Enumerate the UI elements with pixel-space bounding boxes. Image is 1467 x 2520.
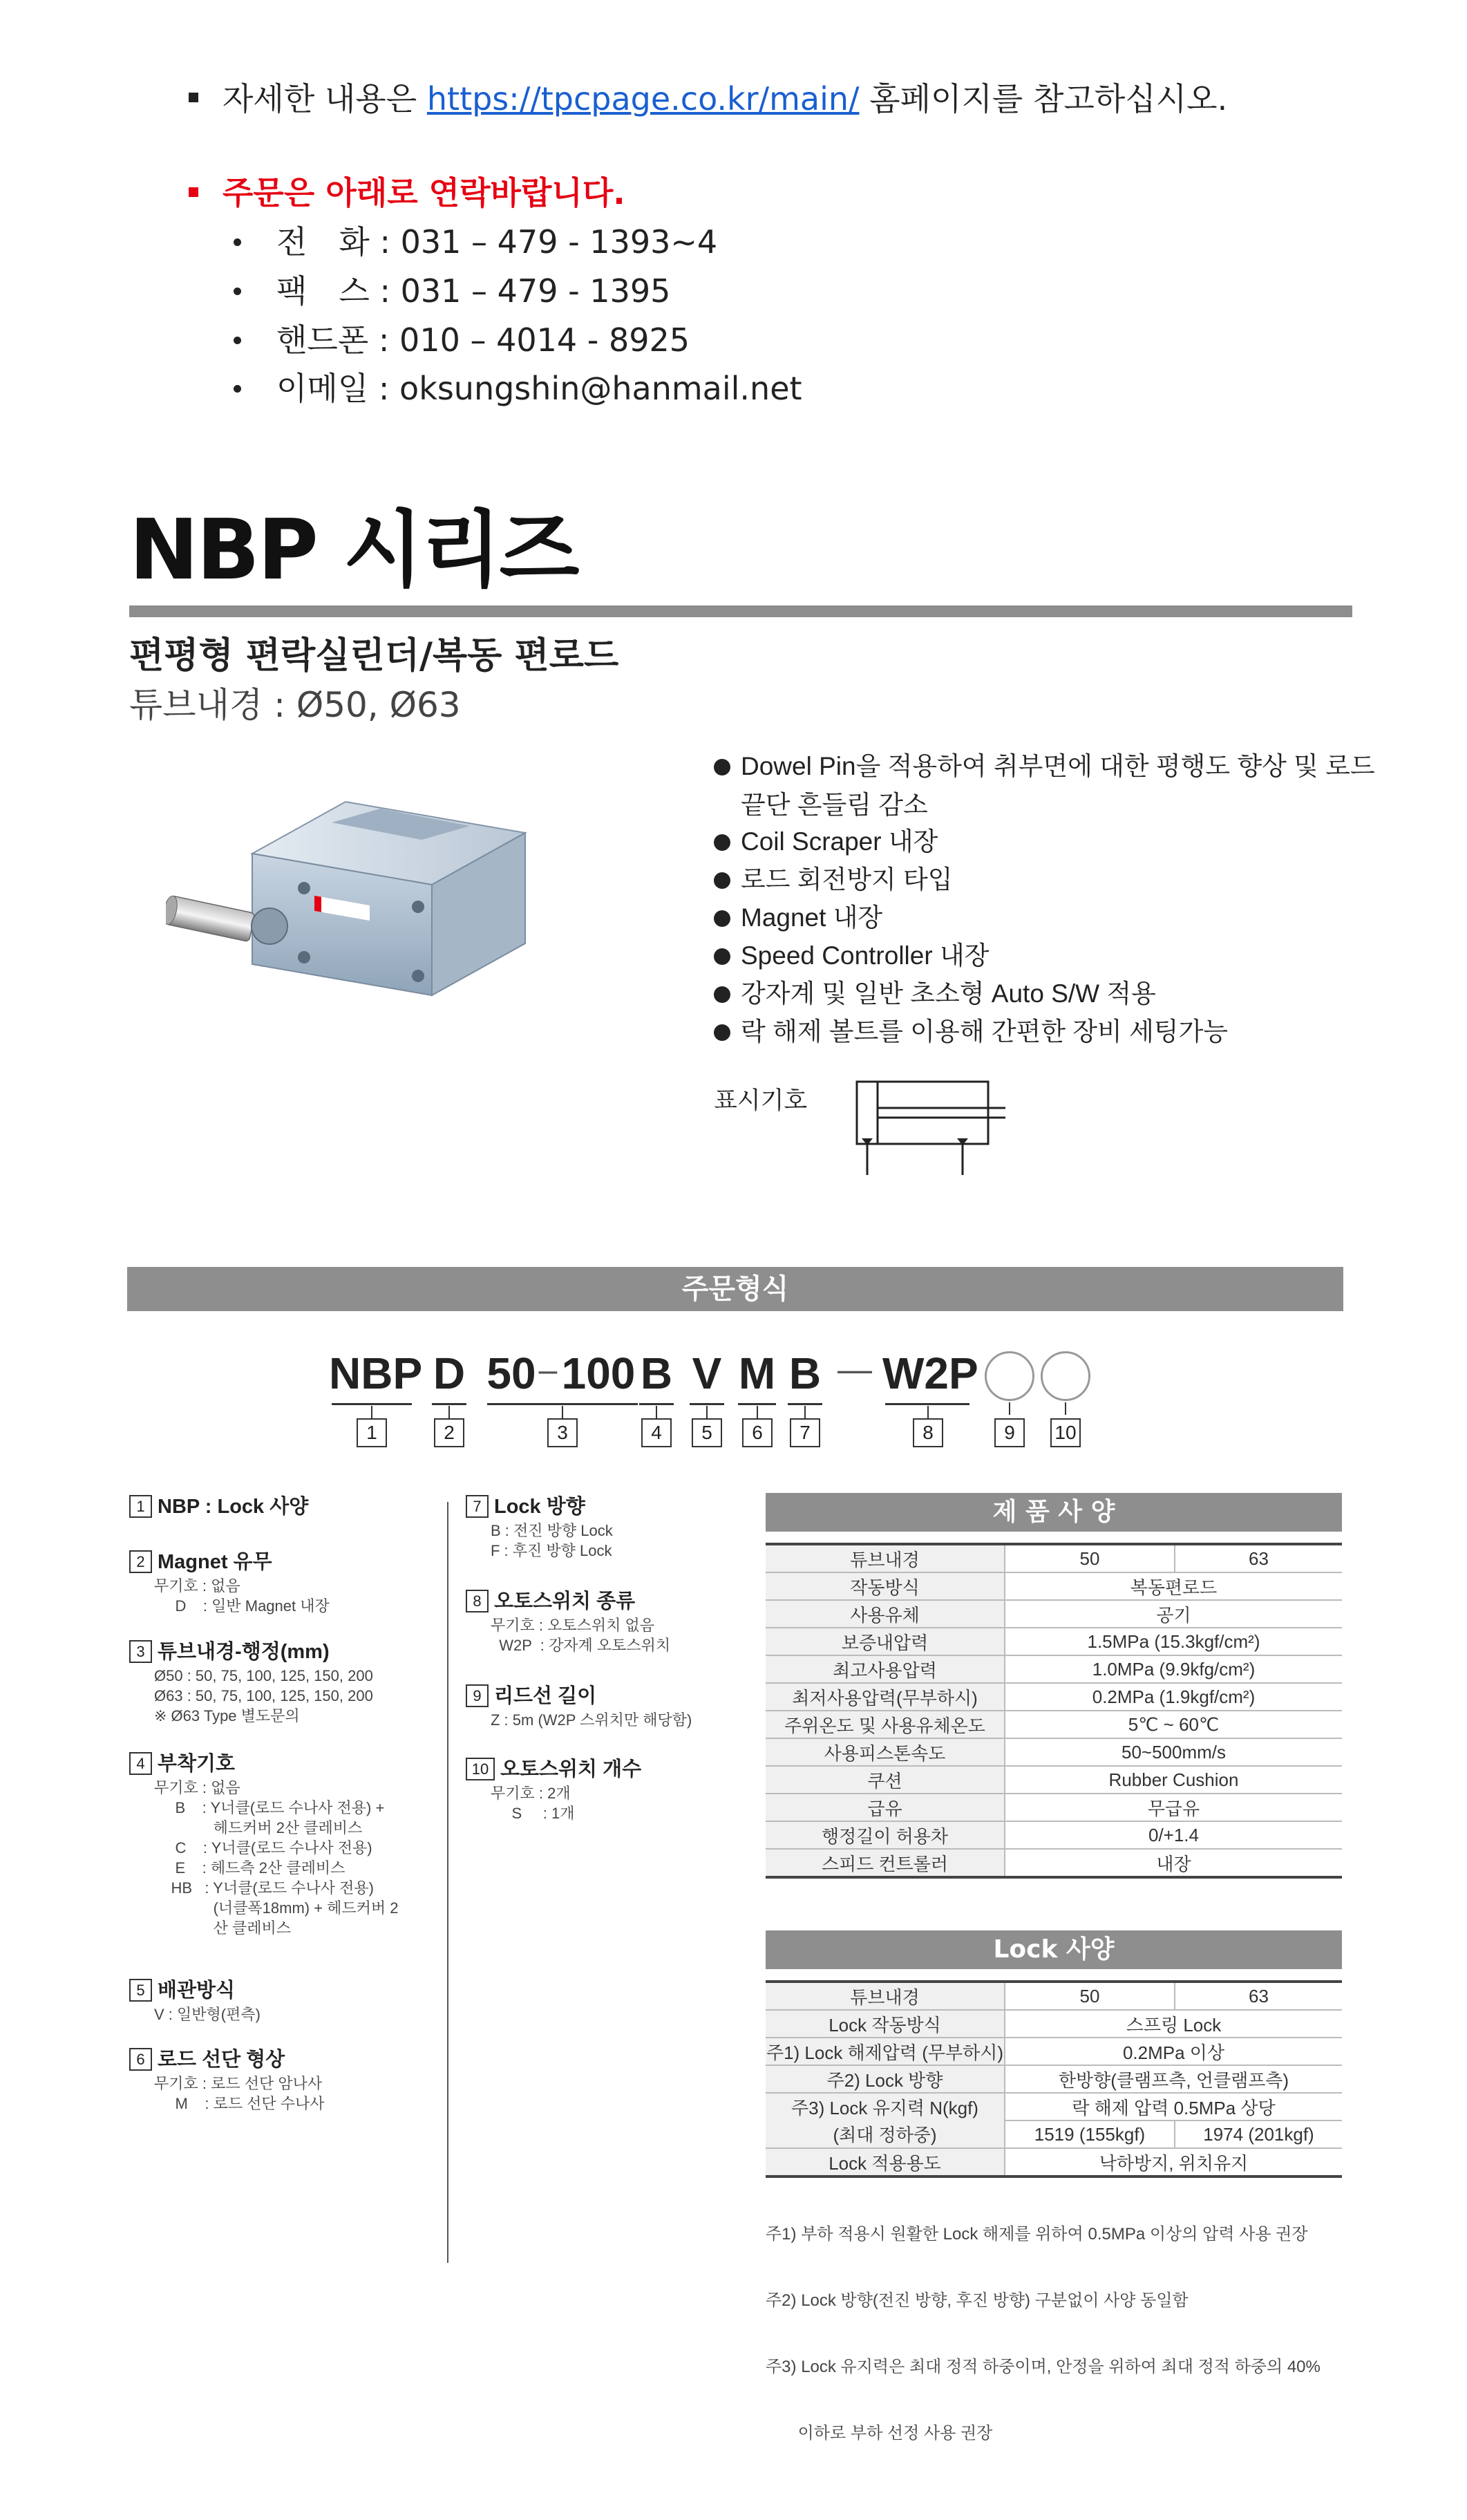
product-bore: 튜브내경 : Ø50, Ø63 xyxy=(129,685,461,725)
table-cell: 주위온도 및 사용유체온도 xyxy=(766,1711,1005,1738)
option-line: D : 일반 Magnet 내장 xyxy=(154,1597,330,1615)
table-cell: 낙하방지, 위치유지 xyxy=(1005,2148,1342,2176)
table-cell: Rubber Cushion xyxy=(1005,1766,1342,1794)
option-title: 오토스위치 종류 xyxy=(494,1590,636,1612)
code-underline xyxy=(690,1403,724,1405)
option-line: B : Y너클(로드 수나사 전용) + xyxy=(154,1799,385,1816)
code-underline xyxy=(885,1403,969,1405)
table-row xyxy=(766,1572,1342,1600)
table-cell: 주1) Lock 해제압력 (무부하시) xyxy=(766,2038,1005,2065)
table-cell: 행정길이 허용차 xyxy=(766,1821,1005,1849)
code-segment-magnet: D xyxy=(433,1348,466,1398)
table-cell: 한방향(클램프측, 언클램프측) xyxy=(1005,2065,1342,2093)
code-dash: – xyxy=(538,1352,558,1389)
table-row xyxy=(766,2038,1342,2065)
bullet-dot xyxy=(714,1024,730,1041)
contact-email: 이메일 : oksungshin@hanmail.net xyxy=(276,370,802,407)
option-number-box: 9 xyxy=(466,1684,489,1707)
table-cell: 50 xyxy=(1005,1982,1175,2010)
table-row xyxy=(766,1821,1342,1849)
code-number-box: 2 xyxy=(434,1418,464,1447)
homepage-link[interactable]: https://tpcpage.co.kr/main/ xyxy=(426,80,860,117)
table-cell: 급유 xyxy=(766,1794,1005,1821)
lock-notes xyxy=(766,2179,1321,2467)
option-line: W2P : 강자계 오토스위치 xyxy=(491,1637,671,1654)
spec-table-header: 제 품 사 양 xyxy=(766,1493,1342,1532)
table-row xyxy=(766,1711,1342,1738)
table-cell: 튜브내경 xyxy=(766,1544,1005,1572)
code-tick xyxy=(656,1406,657,1418)
code-blank-lead-wire xyxy=(985,1351,1034,1401)
table-cell: 사용피스톤속도 xyxy=(766,1738,1005,1766)
option-group-switch-count xyxy=(466,1756,641,1823)
bullet-dot xyxy=(234,238,241,246)
table-cell: 1974 (201kgf) xyxy=(1175,2121,1342,2148)
option-number-box: 3 xyxy=(129,1640,152,1663)
option-number-box: 10 xyxy=(466,1758,495,1780)
option-group-magnet xyxy=(129,1548,330,1616)
feature-text: Speed Controller 내장 xyxy=(741,941,990,970)
table-row xyxy=(766,1766,1342,1794)
code-underline xyxy=(738,1403,776,1405)
table-cell: 5℃ ~ 60℃ xyxy=(1005,1711,1342,1738)
feature-text: 강자계 및 일반 초소형 Auto S/W 적용 xyxy=(741,979,1156,1008)
code-tick xyxy=(562,1406,563,1418)
option-line: S : 1개 xyxy=(491,1805,575,1822)
table-cell: 복동편로드 xyxy=(1005,1572,1342,1600)
code-tick xyxy=(371,1406,372,1418)
table-cell: 작동방식 xyxy=(766,1572,1005,1600)
feature-text: 락 해제 볼트를 이용해 간편한 장비 세팅가능 xyxy=(741,1017,1229,1046)
option-title: Magnet 유무 xyxy=(158,1551,272,1573)
option-number-box: 1 xyxy=(129,1495,152,1518)
code-segment-lock-direction: B xyxy=(788,1348,822,1398)
table-row xyxy=(766,2065,1342,2093)
table-row xyxy=(766,1544,1342,1572)
contact-mobile: 핸드폰 : 010 – 4014 - 8925 xyxy=(276,321,690,359)
option-group-mount xyxy=(129,1750,399,1938)
table-row xyxy=(766,1655,1342,1683)
option-number-box: 8 xyxy=(466,1590,489,1612)
code-tick xyxy=(804,1406,806,1418)
table-cell: 50 xyxy=(1005,1544,1175,1572)
lock-table xyxy=(766,1980,1342,2178)
option-line: 무기호 : 오토스위치 없음 xyxy=(491,1617,654,1634)
code-segment-bore: 50 xyxy=(486,1348,536,1398)
option-line: HB : Y너클(로드 수나사 전용) xyxy=(154,1879,374,1897)
table-cell: 1519 (155kgf) xyxy=(1005,2121,1175,2148)
bullet-dot xyxy=(714,910,730,927)
option-line: Ø50 : 50, 75, 100, 125, 150, 200 xyxy=(154,1667,373,1684)
table-row xyxy=(766,2148,1342,2176)
table-cell: Lock 작동방식 xyxy=(766,2010,1005,2038)
table-cell: 공기 xyxy=(1005,1600,1342,1628)
contact-phone: 전 화 : 031 – 479 - 1393~4 xyxy=(276,223,718,261)
table-cell: 1.0MPa (9.9kfg/cm²) xyxy=(1005,1655,1342,1683)
option-group-switch-type xyxy=(466,1588,670,1655)
option-line: C : Y너클(로드 수나사 전용) xyxy=(154,1839,372,1856)
code-segment-rod-end: M xyxy=(738,1348,776,1398)
option-line: M : 로드 선단 수나사 xyxy=(154,2095,325,2112)
code-dash: — xyxy=(837,1350,872,1389)
table-cell: 스피드 컨트롤러 xyxy=(766,1849,1005,1877)
option-line: 헤드커버 2산 클레비스 xyxy=(154,1819,363,1836)
option-group-lock xyxy=(129,1493,308,1521)
table-cell: 내장 xyxy=(1005,1849,1342,1877)
option-group-bore-stroke xyxy=(129,1638,373,1726)
table-cell: 50~500mm/s xyxy=(1005,1738,1342,1766)
option-line: F : 후진 방향 Lock xyxy=(491,1542,612,1559)
option-number-box: 2 xyxy=(129,1550,152,1573)
code-number-box: 9 xyxy=(994,1418,1025,1447)
symbol-label: 표시기호 xyxy=(714,1087,808,1115)
table-row xyxy=(766,1683,1342,1711)
table-cell: 스프링 Lock xyxy=(1005,2010,1342,2038)
code-tick xyxy=(448,1406,450,1418)
order-note: 주문은 아래로 연락바랍니다. xyxy=(223,174,625,211)
code-number-box: 7 xyxy=(790,1418,820,1447)
pneumatic-symbol xyxy=(846,1075,1012,1178)
feature-text: 로드 회전방지 타입 xyxy=(741,865,953,894)
info-line xyxy=(223,78,1227,120)
table-row xyxy=(766,1738,1342,1766)
code-number-box: 10 xyxy=(1050,1418,1081,1447)
info-prefix: 자세한 내용은 xyxy=(223,80,427,117)
feature-text: Magnet 내장 xyxy=(741,903,883,932)
table-cell: 쿠션 xyxy=(766,1766,1005,1794)
bullet-dot xyxy=(714,948,730,965)
option-title: 오토스위치 개수 xyxy=(500,1758,642,1780)
options-divider xyxy=(447,1502,448,2263)
code-tick xyxy=(1065,1402,1066,1415)
feature-text: Dowel Pin을 적용하여 취부면에 대한 평행도 향상 및 로드 끝단 흔들림 감소 xyxy=(741,752,1375,819)
table-row xyxy=(766,2121,1342,2148)
table-row xyxy=(766,1849,1342,1877)
option-number-box: 7 xyxy=(466,1495,489,1518)
table-row xyxy=(766,2010,1342,2038)
option-title: 리드선 길이 xyxy=(494,1685,597,1707)
title-divider xyxy=(129,605,1352,617)
table-cell: 63 xyxy=(1175,1982,1342,2010)
page-title: NBP 시리즈 xyxy=(129,502,578,599)
code-tick xyxy=(927,1406,929,1418)
option-title: 튜브내경-행정(mm) xyxy=(158,1641,330,1663)
option-line: B : 전진 방향 Lock xyxy=(491,1522,613,1539)
code-segment-mount: B xyxy=(640,1348,673,1398)
option-group-lock-direction xyxy=(466,1493,613,1561)
option-number-box: 5 xyxy=(129,1979,152,2002)
table-cell: 사용유체 xyxy=(766,1600,1005,1628)
code-blank-switch-count xyxy=(1041,1351,1090,1401)
order-form-header: 주문형식 xyxy=(127,1267,1343,1311)
option-title: NBP : Lock 사양 xyxy=(158,1496,309,1518)
option-title: 로드 선단 형상 xyxy=(158,2049,285,2071)
option-line: V : 일반형(편측) xyxy=(154,2006,261,2023)
option-group-port xyxy=(129,1977,261,2024)
bullet-square-red xyxy=(189,187,198,197)
option-line: 무기호 : 없음 xyxy=(154,1577,240,1595)
table-cell: 63 xyxy=(1175,1544,1342,1572)
cylinder-product-image xyxy=(166,788,539,1051)
option-line: 무기호 : 2개 xyxy=(491,1785,571,1802)
code-segment-switch: W2P xyxy=(882,1348,978,1398)
code-number-box: 5 xyxy=(692,1418,722,1447)
option-title: 배관방식 xyxy=(158,1980,236,2002)
option-number-box: 6 xyxy=(129,2048,152,2071)
table-cell: 무급유 xyxy=(1005,1794,1342,1821)
bullet-dot xyxy=(714,986,730,1003)
code-number-box: 3 xyxy=(547,1418,578,1447)
table-row xyxy=(766,1794,1342,1821)
option-number-box: 4 xyxy=(129,1752,152,1775)
table-row xyxy=(766,2093,1342,2121)
table-cell: 락 해제 압력 0.5MPa 상당 xyxy=(1005,2093,1342,2121)
code-number-box: 6 xyxy=(742,1418,773,1447)
table-row xyxy=(766,1628,1342,1655)
table-cell: 주2) Lock 방향 xyxy=(766,2065,1005,2093)
contact-fax: 팩 스 : 031 – 479 - 1395 xyxy=(276,272,671,310)
table-cell: 최고사용압력 xyxy=(766,1655,1005,1683)
table-cell: 0.2MPa (1.9kgf/cm²) xyxy=(1005,1683,1342,1711)
code-segment-stroke: 100 xyxy=(561,1348,636,1398)
code-tick xyxy=(706,1406,708,1418)
table-cell: (최대 정하중) xyxy=(766,2121,1005,2148)
option-group-lead-wire xyxy=(466,1682,692,1730)
bullet-dot xyxy=(234,385,241,393)
code-segment-port: V xyxy=(692,1348,722,1398)
option-title: 부착기호 xyxy=(158,1753,236,1775)
option-group-rod-end xyxy=(129,2046,325,2114)
bullet-dot xyxy=(714,872,730,889)
table-row xyxy=(766,1600,1342,1628)
option-line: 산 클레비스 xyxy=(154,1919,291,1937)
table-cell: 0.2MPa 이상 xyxy=(1005,2038,1342,2065)
bullet-dot xyxy=(714,759,730,775)
code-number-box: 1 xyxy=(357,1418,387,1447)
bullet-dot xyxy=(714,834,730,851)
table-cell: 최저사용압력(무부하시) xyxy=(766,1683,1005,1711)
bullet-dot xyxy=(234,288,241,295)
note-line: 주2) Lock 방향(전진 방향, 후진 방향) 구분없이 사양 동일함 xyxy=(766,2291,1189,2310)
note-line: 주1) 부하 적용시 원활한 Lock 해제를 위하여 0.5MPa 이상의 압력 사용 권장 xyxy=(766,2225,1308,2244)
code-underline xyxy=(332,1403,412,1405)
code-tick xyxy=(757,1406,758,1418)
product-subtitle: 편평형 편락실린더/복동 편로드 xyxy=(129,635,619,677)
table-cell: 튜브내경 xyxy=(766,1982,1005,2010)
code-number-box: 8 xyxy=(913,1418,943,1447)
option-line: 무기호 : 없음 xyxy=(154,1779,240,1796)
option-line: Ø63 : 50, 75, 100, 125, 150, 200 xyxy=(154,1687,373,1704)
table-cell: 주3) Lock 유지력 N(kgf) xyxy=(766,2093,1005,2121)
code-tick xyxy=(1009,1402,1010,1415)
feature-text: Coil Scraper 내장 xyxy=(741,827,938,856)
option-title: Lock 방향 xyxy=(494,1496,585,1518)
table-cell: 0/+1.4 xyxy=(1005,1821,1342,1849)
table-cell: 1.5MPa (15.3kgf/cm²) xyxy=(1005,1628,1342,1655)
lock-table-header: Lock 사양 xyxy=(766,1930,1342,1969)
bullet-dot xyxy=(234,337,241,344)
code-underline xyxy=(639,1403,674,1405)
code-underline xyxy=(432,1403,466,1405)
option-line: Z : 5m (W2P 스위치만 해당함) xyxy=(491,1711,692,1729)
table-cell: Lock 적용용도 xyxy=(766,2148,1005,2176)
option-line: ※ Ø63 Type 별도문의 xyxy=(154,1707,300,1724)
code-number-box: 4 xyxy=(641,1418,672,1447)
spec-table xyxy=(766,1543,1342,1879)
option-line: (너클폭18mm) + 헤드커버 2 xyxy=(154,1899,399,1917)
code-segment-series: NBP xyxy=(329,1348,423,1398)
table-cell: 보증내압력 xyxy=(766,1628,1005,1655)
note-line: 이하로 부하 선정 사용 권장 xyxy=(766,2424,993,2443)
option-line: E : 헤드측 2산 클레비스 xyxy=(154,1859,346,1877)
code-underline xyxy=(788,1403,822,1405)
bullet-square xyxy=(189,93,198,102)
code-underline xyxy=(487,1403,638,1405)
info-suffix: 홈페이지를 참고하십시오. xyxy=(859,80,1228,117)
note-line: 주3) Lock 유지력은 최대 정적 하중이며, 안정을 위하여 최대 정적 하중의 40% xyxy=(766,2358,1321,2376)
option-line: 무기호 : 로드 선단 암나사 xyxy=(154,2075,323,2092)
table-row xyxy=(766,1982,1342,2010)
